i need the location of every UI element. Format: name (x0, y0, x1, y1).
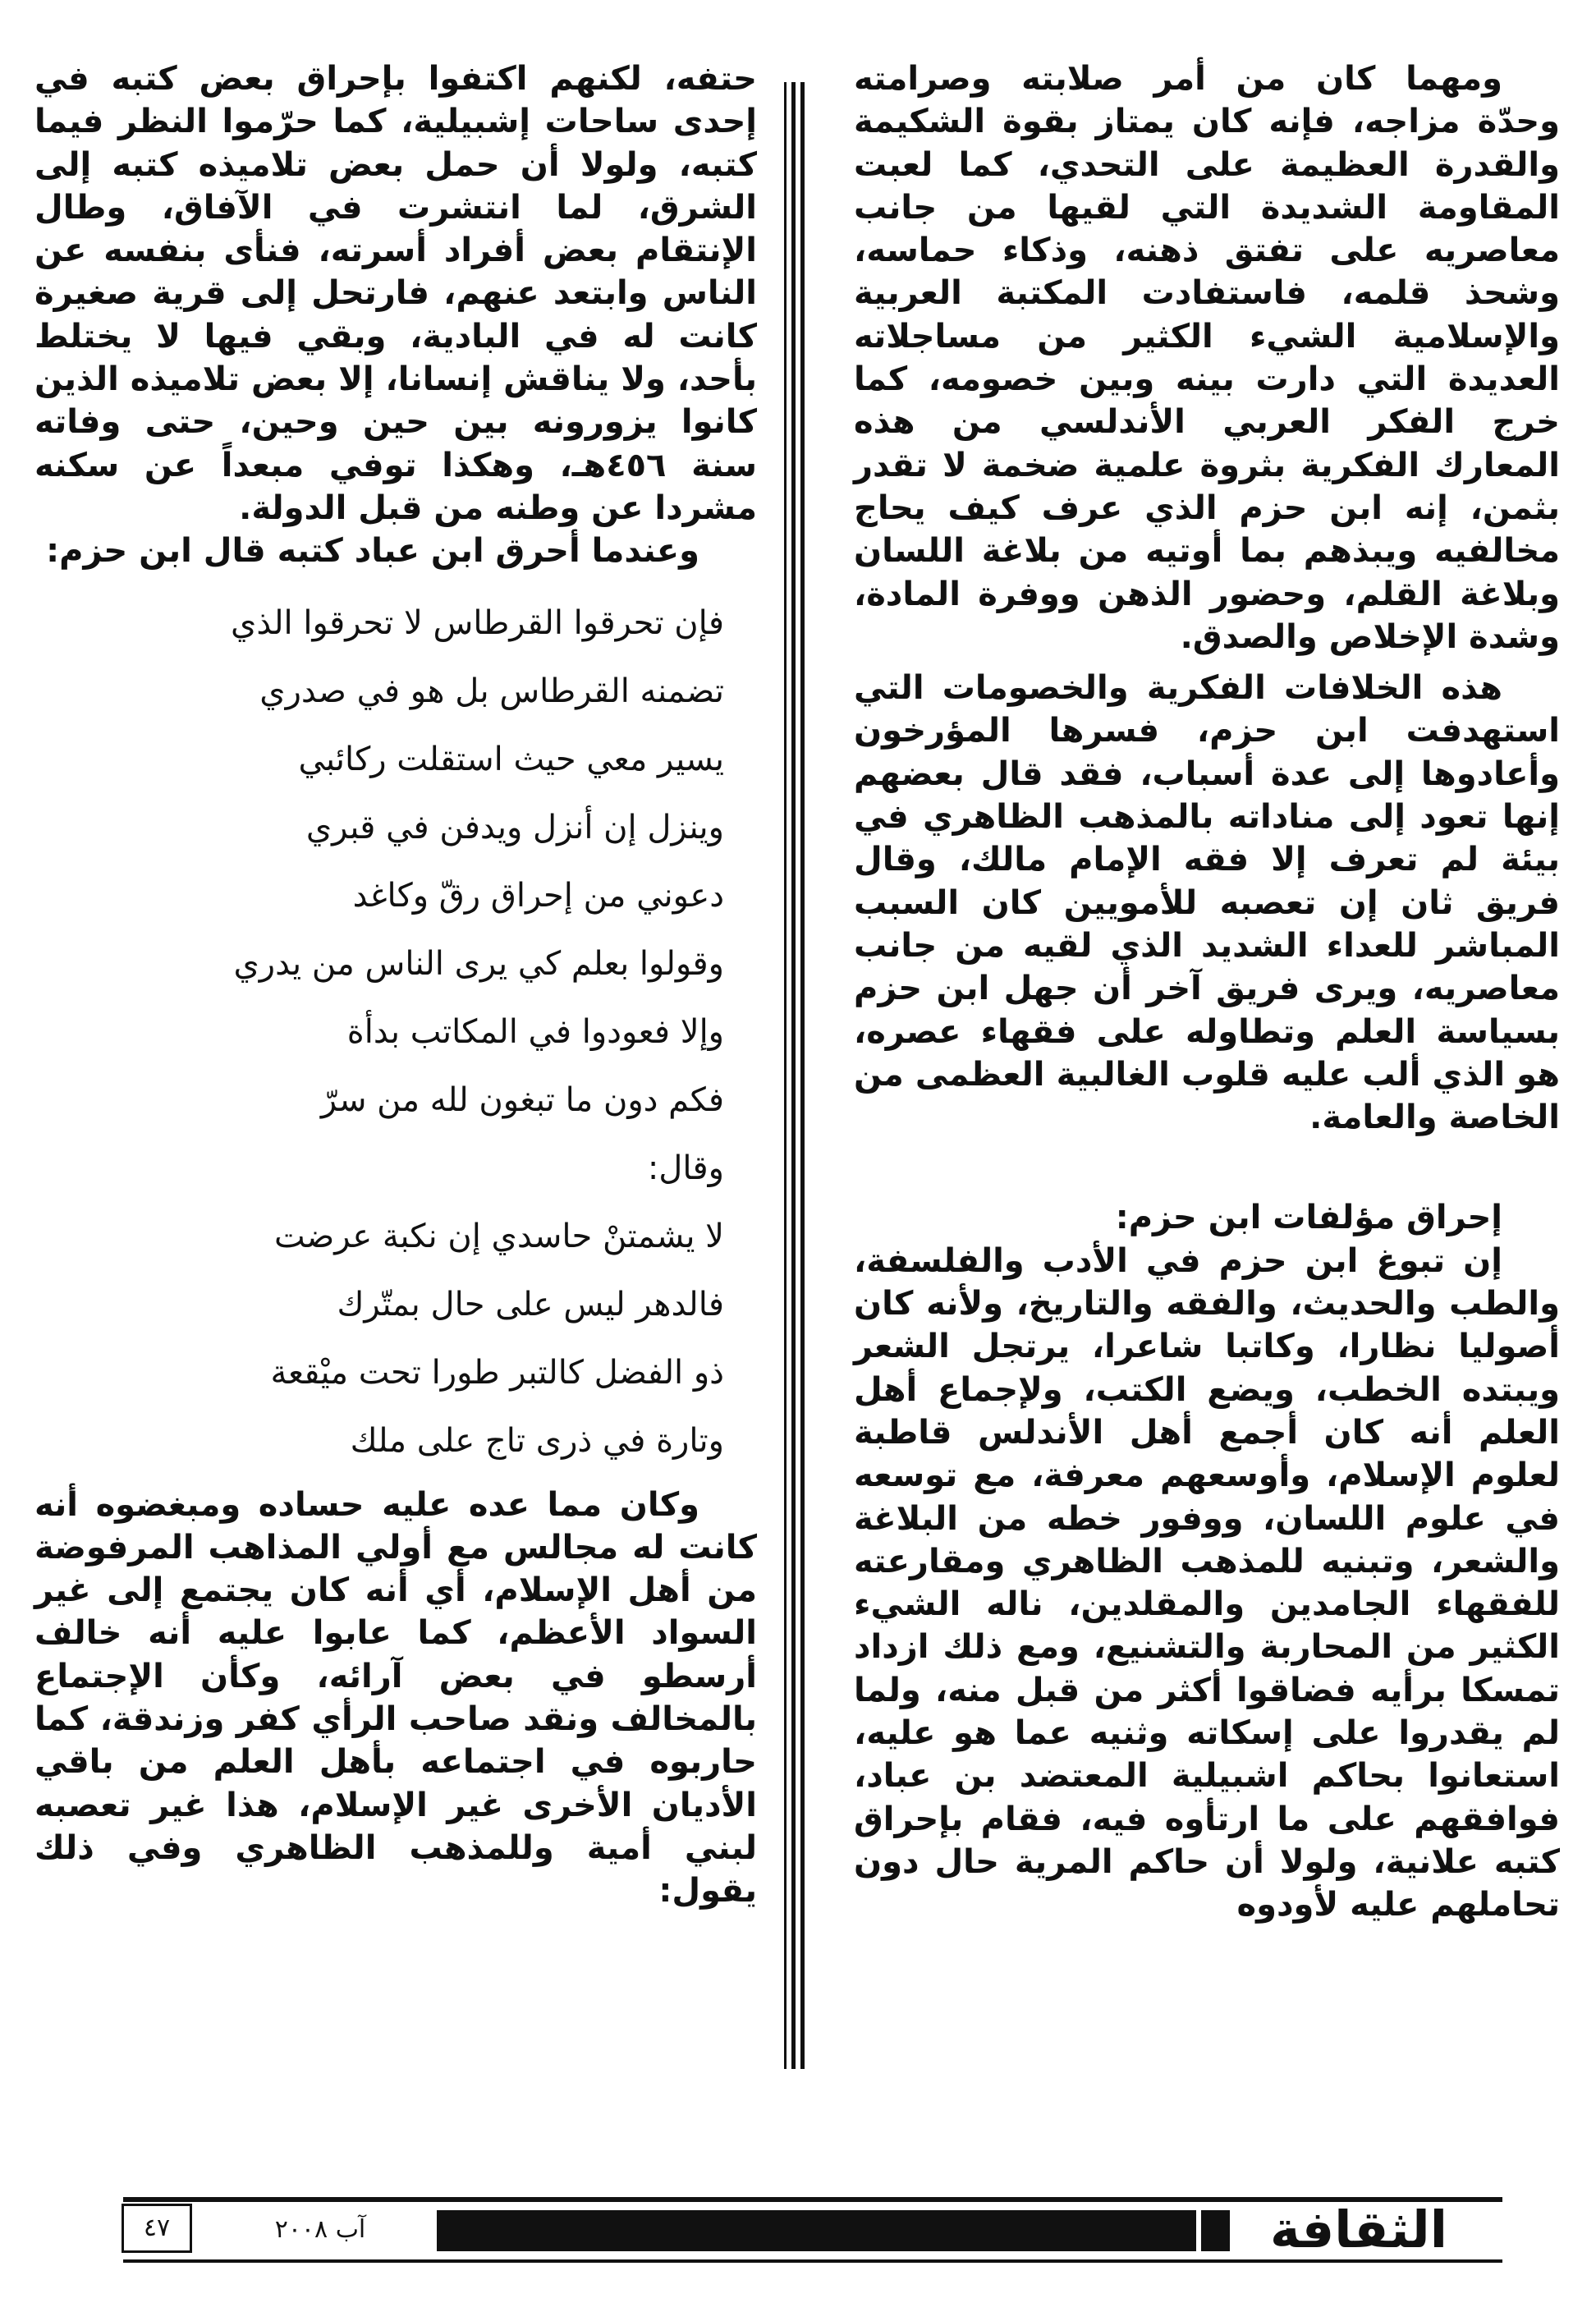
footer-bar (437, 2210, 1196, 2251)
poem-verse: وقولوا بعلم كي يرى الناس من يدري (233, 944, 724, 983)
poem-verse: فالدهر ليس على حال بمتّرك (337, 1285, 724, 1323)
poem-verse: يسير معي حيث استقلت ركائبي (298, 740, 724, 778)
poem (34, 589, 757, 1475)
paragraph: هذه الخلافات الفكرية والخصومات التي استهدفت ابن حزم، فسرها المؤرخون وأعادوها إلى عدة أسباب، فقد قال بعضهم إنها تعود إلى مناداته بالمذهب الظاهري في بيئة لم تعرف إلا فقه الإمام مالك، وقال فريق ثان إن تعصبه للأمويين كان السبب المباشر للعداء الشديد الذي لقيه من جانب معاصريه، ويرى فريق آخر أن جهل ابن حزم بسياسة العلم وتطاوله على فقهاء عصره، هو الذي ألب عليه قلوب الغالبية العظمى من الخاصة والعامة. (854, 669, 1560, 1137)
poem-verse: ذو الفضل كالتبر طورا تحت ميْقعة (270, 1353, 724, 1392)
poem-verse: وإلا فعودوا في المكاتب بدأة (346, 1012, 724, 1051)
issue-date: آب ٢٠٠٨ (274, 2215, 366, 2244)
poem-verse: دعوني من إحراق رقّ وكاغد (352, 876, 724, 915)
poem-verse: وتارة في ذرى تاج على ملك (350, 1421, 724, 1460)
paragraph: حتفه، لكنهم اكتفوا بإحراق بعض كتبه في إحدى ساحات إشبيلية، كما حرّموا النظر فيما كتبه، ولولا أن حمل بعض تلاميذه كتبه إلى الشرق، لما انتشرت في الآفاق، وطال الإنتقام بعض أفراد أسرته، فنأى بنفسه عن الناس وابتعد عنهم، فارتحل إلى قرية صغيرة كانت له في البادية، وبقي فيها لا يختلط بأحد، ولا يناقش إنسانا، إلا بعض تلاميذه الذين كانوا يزورونه بين حين وحين، حتى وفاته سنة ٤٥٦هـ، وهكذا توفي مبعداً عن سكنه مشردا عن وطنه من قبل الدولة. (34, 60, 757, 527)
section-heading: إحراق مؤلفات ابن حزم: (1115, 1199, 1502, 1237)
footer-rule-bottom (123, 2259, 1502, 2263)
column-divider-double (791, 82, 805, 2069)
poem-verse: لا يشمتنْ حاسدي إن نكبة عرضت (274, 1217, 724, 1255)
poem-verse: تضمنه القرطاس بل هو في صدري (259, 672, 724, 710)
paragraph: وعندما أحرق ابن عباد كتبه قال ابن حزم: (46, 532, 699, 571)
footer-bar-accent (1201, 2210, 1230, 2251)
left-column (34, 57, 757, 1913)
magazine-logo: الثقافة (1270, 2200, 1447, 2259)
poem-verse: وينزل إن أنزل ويدفن في قبري (305, 808, 724, 846)
paragraph: وكان مما عده عليه حساده ومبغضوه أنه كانت له مجالس مع أولي المذاهب المرفوضة من أهل الإسلام، أي أنه كان يجتمع إلى غير السواد الأعظم، كما عابوا عليه أنه خالف أرسطو في بعض آرائه، وكأن الإجتماع بالمخالف ونقد صاحب الرأي كفر وزندقة، كما حاربوه في اجتماعه بأهل العلم من باقي الأديان الأخرى غير الإسلام، هذا غير تعصبه لبني أمية وللمذهب الظاهري وفي ذلك يقول: (34, 1485, 757, 1911)
page-number: ٤٧ (122, 2204, 192, 2253)
paragraph: إن تبوغ ابن حزم في الأدب والفلسفة، والطب والحديث، والفقه والتاريخ، ولأنه كان أصوليا نظارا، وكاتبا شاعرا، يرتجل الشعر ويبتده الخطب، ويضع الكتب، ولإجماع أهل العلم أنه كان أجمع أهل الأندلس قاطبة لعلوم الإسلام، وأوسعهم معرفة، مع توسعه في علوم اللسان، ووفور خطه من البلاغة والشعر، وتبنيه للمذهب الظاهري ومقارعته للفقهاء الجامدين والمقلدين، ناله الشيء الكثير من المحاربة والتشنيع، ومع ذلك ازداد تمسكا برأيه فضاقوا أكثر من قبل منه، ولما لم يقدروا على إسكاته وثنيه عما هو عليه، استعانوا بحاكم اشبيلية المعتضد بن عباد، فوافقهم على ما ارتأوه فيه، فقام بإحراق كتبه علانية، ولولا أن حاكم المرية حال دون تحاملهم عليه لأودوه (854, 1241, 1560, 1924)
poem-intro: وقال: (647, 1149, 724, 1187)
poem-verse: فإن تحرقوا القرطاس لا تحرقوا الذي (231, 603, 724, 642)
right-column (854, 57, 1560, 1926)
paragraph: ومهما كان من أمر صلابته وصرامته وحدّة مزاجه، فإنه كان يمتاز بقوة الشكيمة والقدرة العظيمة على التحدي، كما لعبت المقاومة الشديدة التي لقيها من جانب معاصريه على تفتق ذهنه، وذكاء حماسه، وشحذ قلمه، فاستفادت المكتبة العربية والإسلامية الشيء الكثير من مساجلاته العديدة التي دارت بينه وبين خصومه، كما خرج الفكر العربي الأندلسي من هذه المعارك الفكرية بثروة علمية ضخمة لا تقدر بثمن، إنه ابن حزم الذي عرف كيف يحاج مخالفيه ويبذهم بما أوتيه من بلاغة اللسان وبلاغة القلم، وحضور الذهن ووفرة المادة، وشدة الإخلاص والصدق. (854, 60, 1560, 656)
column-divider (784, 82, 787, 2069)
poem-verse: فكم دون ما تبغون لله من سرّ (320, 1080, 724, 1119)
